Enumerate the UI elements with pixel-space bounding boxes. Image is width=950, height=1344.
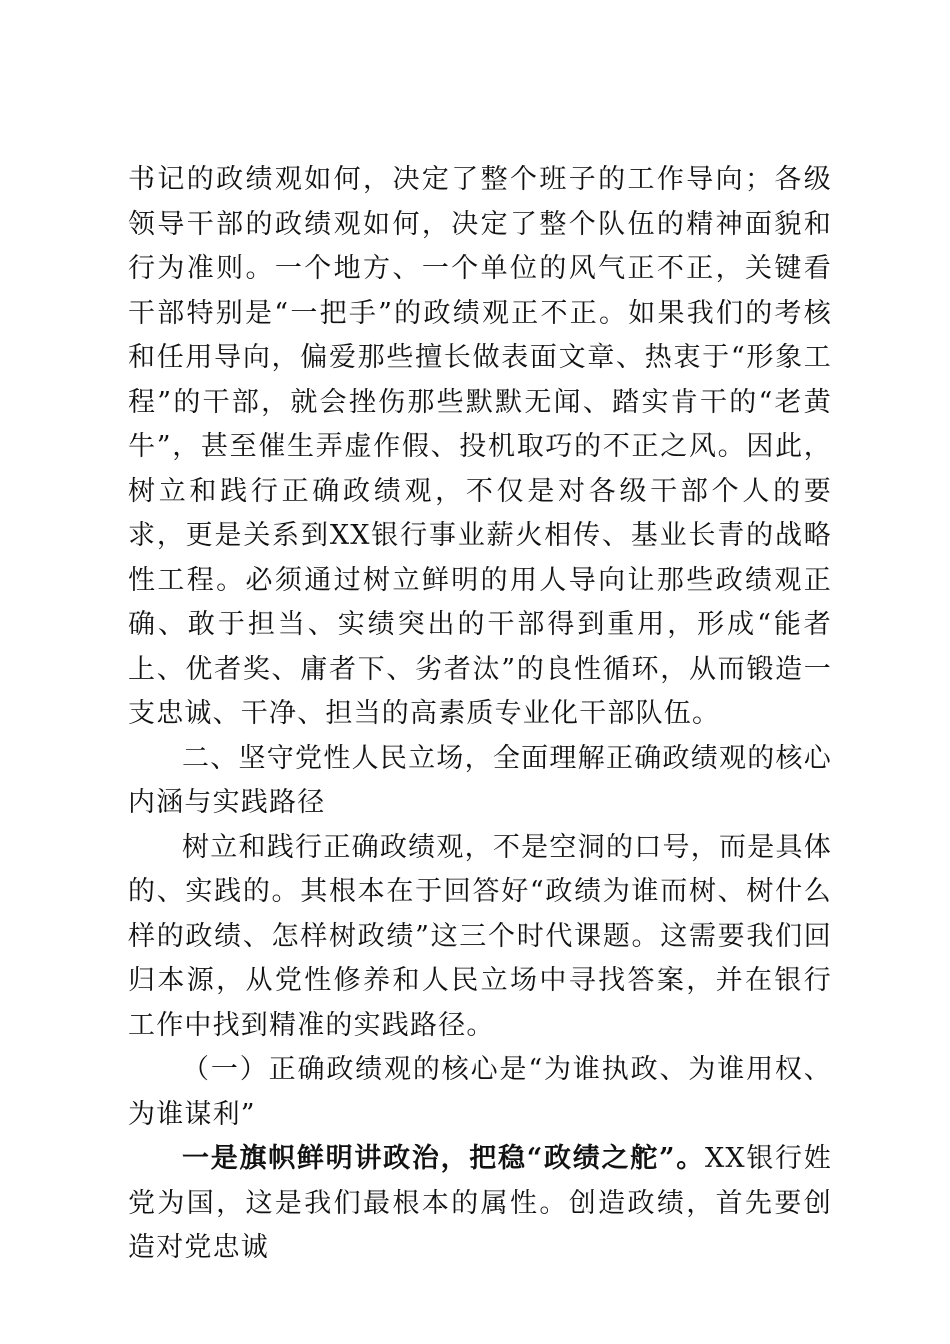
section-intro-paragraph: 树立和践行正确政绩观，不是空洞的口号，而是具体的、实践的。其根本在于回答好“政绩为谁而树、树什么样的政绩、怎样树政绩”这三个时代课题。这需要我们回归本源，从党性修养和人民立场中寻找答案，并在银行工作中找到精准的实践路径。 [128,831,832,1041]
point-one-paragraph [128,1137,832,1271]
document-body [128,158,832,1271]
point-one-lead: 一是旗帜鲜明讲政治，把稳“政绩之舵”。 [182,1143,705,1174]
subsection-heading-one: （一）正确政绩观的核心是“为谁执政、为谁用权、为谁谋利” [128,1054,832,1130]
section-heading-two: 二、坚守党性人民立场，全面理解正确政绩观的核心内涵与实践路径 [128,742,832,818]
point-one-text: XX银行姓党为国，这是我们最根本的属性。创造政绩，首先要创造对党忠诚 [128,1143,832,1263]
paragraph-continuation: 书记的政绩观如何，决定了整个班子的工作导向；各级领导干部的政绩观如何，决定了整个队伍的精神面貌和行为准则。一个地方、一个单位的风气正不正，关键看干部特别是“一把手”的政绩观正不正。如果我们的考核和任用导向，偏爱那些擅长做表面文章、热衷于“形象工程”的干部，就会挫伤那些默默无闻、踏实肯干的“老黄牛”，甚至催生弄虚作假、投机取巧的不正之风。因此，树立和践行正确政绩观，不仅是对各级干部个人的要求，更是关系到XX银行事业薪火相传、基业长青的战略性工程。必须通过树立鲜明的用人导向让那些政绩观正确、敢于担当、实绩突出的干部得到重用，形成“能者上、优者奖、庸者下、劣者汰”的良性循环，从而锻造一支忠诚、干净、担当的高素质专业化干部队伍。 [128,164,832,729]
